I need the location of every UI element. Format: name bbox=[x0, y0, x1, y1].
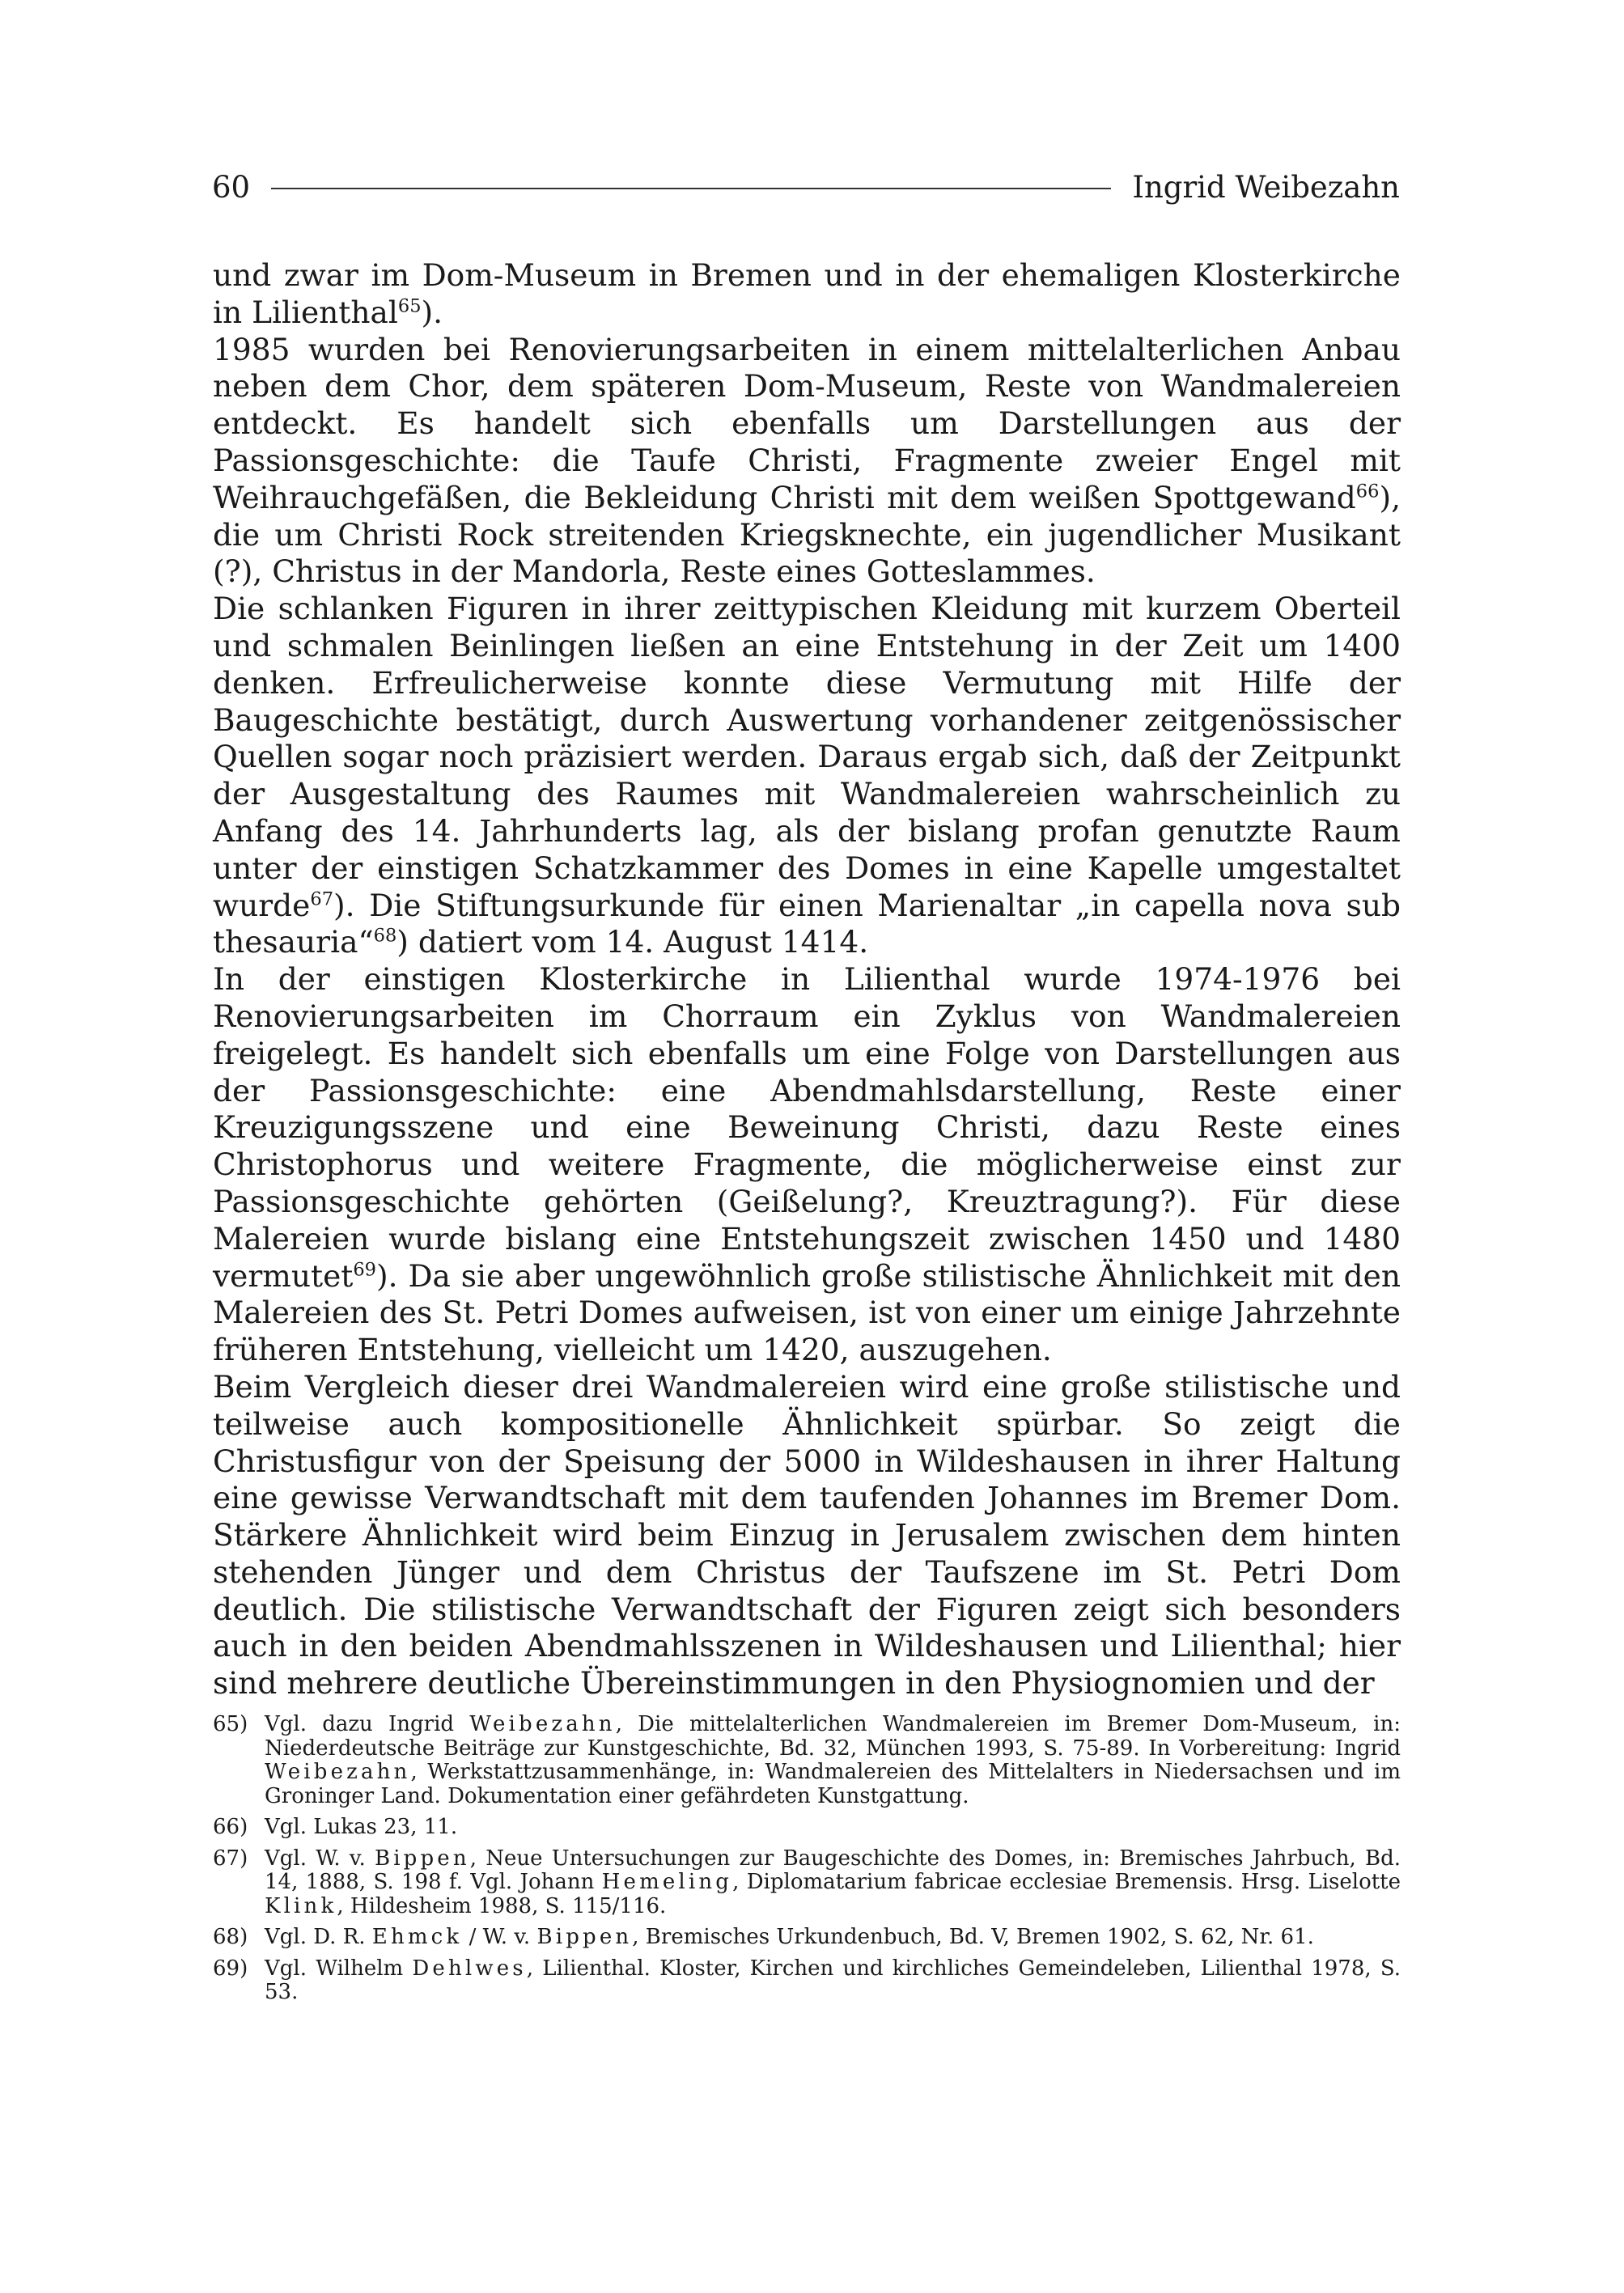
footnotes bbox=[213, 1713, 1401, 2012]
footnote bbox=[213, 1713, 1401, 1808]
page-number: 60 bbox=[212, 169, 251, 205]
author-name: Dehlwes bbox=[412, 1956, 527, 1981]
footnote-number: 66) bbox=[213, 1815, 248, 1839]
footnote bbox=[213, 1816, 1401, 1840]
text-run: , Bremisches Urkundenbuch, Bd. V, Bremen 1902, S. 62, Nr. 61. bbox=[632, 1925, 1314, 1949]
text-run: , Diplomatarium fabricae ecclesiae Bremensis. Hrsg. Liselotte bbox=[732, 1870, 1401, 1894]
footnote-text bbox=[265, 1816, 1401, 1840]
text-run: , Werkstattzusammenhänge, in: Wandmalereien des Mittelalters in Niedersachsen und im Groninger Land. Dokumentation einer gefährdeten Kunstgattung. bbox=[265, 1760, 1401, 1808]
paragraph bbox=[213, 332, 1401, 591]
paragraph bbox=[213, 1369, 1401, 1702]
text-run: und zwar im Dom-Museum in Bremen und in der ehemaligen Klosterkirche in Lilienthal bbox=[213, 257, 1401, 330]
text-run: 1985 wurden bei Renovierungsarbeiten in einem mittelalterlichen Anbau neben dem Chor, dem späteren Dom-Museum, Reste von Wandmalereien entdeckt. Es handelt sich ebenfalls um Darstellungen aus der Passionsgeschichte: die Taufe Christi, Fragmente zweier Engel mit Weihrauchgefäßen, die Bekleidung Christi mit dem weißen Spottgewand bbox=[213, 331, 1401, 515]
paragraph bbox=[213, 257, 1401, 332]
text-run: ). Da sie aber ungewöhnlich große stilistische Ähnlichkeit mit den Malereien des St. Petri Domes aufweisen, ist von einer um einige Jahrzehnte früheren Entstehung, vielleicht um 1420, auszugehen. bbox=[213, 1257, 1401, 1368]
text-run: Vgl. D. R. bbox=[265, 1925, 372, 1949]
text-run: , Hildesheim 1988, S. 115/116. bbox=[337, 1893, 667, 1918]
author-name: Klink bbox=[265, 1893, 337, 1918]
body-text bbox=[213, 257, 1401, 1702]
text-run: Die schlanken Figuren in ihrer zeittypischen Kleidung mit kurzem Oberteil und schmalen Beinlingen ließen an eine Entstehung in der Zeit um 1400 denken. Erfreulicherweise konnte diese Vermutung mit Hilfe der Baugeschichte bestätigt, durch Auswertung vorhandener zeitgenössischer Quellen sogar noch präzisiert werden. Daraus ergab sich, daß der Zeitpunkt der Ausgestaltung des Raumes mit Wandmalereien wahrscheinlich zu Anfang des 14. Jahrhunderts lag, als der bislang profan genutzte Raum unter der einstigen Schatzkammer des Domes in eine Kapelle umgestaltet wurde bbox=[213, 591, 1401, 923]
running-head bbox=[212, 164, 1400, 210]
running-head-author: Ingrid Weibezahn bbox=[1132, 169, 1400, 205]
text-run: In der einstigen Klosterkirche in Lilienthal wurde 1974-1976 bei Renovierungsarbeiten im Chorraum ein Zyklus von Wandmalereien freigelegt. Es handelt sich ebenfalls um eine Folge von Darstellungen aus der Passionsgeschichte: eine Abendmahlsdarstellung, Reste einer Kreuzigungsszene und eine Beweinung Christi, dazu Reste eines Christophorus und weitere Fragmente, die möglicherweise einst zur Passionsgeschichte gehörten (Geißelung?, Kreuztragung?). Für diese Malereien wurde bislang eine Entstehungszeit zwischen 1450 und 1480 vermutet bbox=[213, 961, 1401, 1294]
text-run: , Die mittelalterlichen Wandmalereien im Bremer Dom-Museum, in: Niederdeutsche Beiträge zur Kunstgeschichte, Bd. 32, München 1993, S. 75-89. In Vorbereitung: Ingrid bbox=[265, 1712, 1401, 1761]
author-name: Weibezahn bbox=[265, 1760, 411, 1784]
text-run: / W. v. bbox=[462, 1925, 537, 1949]
footnote-number: 68) bbox=[213, 1925, 248, 1949]
text-run: ) datiert vom 14. August 1414. bbox=[396, 924, 869, 960]
footnote-text bbox=[265, 1847, 1401, 1919]
footnote-number: 65) bbox=[213, 1712, 248, 1736]
author-name: Hemeling bbox=[601, 1870, 733, 1894]
footnote bbox=[213, 1847, 1401, 1919]
footnote-ref: 65 bbox=[397, 295, 422, 317]
footnote-text bbox=[265, 1713, 1401, 1808]
text-run: Vgl. W. v. bbox=[265, 1846, 375, 1871]
footnote-ref: 66 bbox=[1355, 481, 1380, 502]
text-run: Beim Vergleich dieser drei Wandmalereien wird eine große stilistische und teilweise auch kompositionelle Ähnlichkeit spürbar. So zeigt die Christusfigur von der Speisung der 5000 in Wildeshausen in ihrer Haltung eine gewisse Verwandtschaft mit dem taufenden Johannes im Bremer Dom. Stärkere Ähnlichkeit wird beim Einzug in Jerusalem zwischen dem hinten stehenden Jünger und dem Christus der Taufszene im St. Petri Dom deutlich. Die stilistische Verwandtschaft der Figuren zeigt sich besonders auch in den beiden Abendmahlsszenen in Wildeshausen und Lilienthal; hier sind mehrere deutliche Übereinstimmungen in den Physiognomien und der bbox=[213, 1368, 1401, 1702]
author-name: Ehmck bbox=[371, 1925, 463, 1949]
author-name: Bippen bbox=[536, 1925, 633, 1949]
text-run: Vgl. dazu Ingrid bbox=[265, 1712, 470, 1736]
text-run: Vgl. Lukas 23, 11. bbox=[265, 1815, 458, 1839]
footnote bbox=[213, 1926, 1401, 1950]
paragraph bbox=[213, 961, 1401, 1369]
footnote-text bbox=[265, 1957, 1401, 2005]
footnote bbox=[213, 1957, 1401, 2005]
author-name: Bippen bbox=[374, 1846, 470, 1871]
header-rule bbox=[271, 188, 1111, 189]
footnote-number: 69) bbox=[213, 1956, 248, 1981]
text-run: ). bbox=[421, 294, 443, 330]
text-run: Vgl. Wilhelm bbox=[265, 1956, 413, 1981]
text-run: ), die um Christi Rock streitenden Kriegsknechte, ein jugendlicher Musikant (?), Christus in der Mandorla, Reste eines Gotteslammes. bbox=[213, 479, 1401, 590]
text-run: , Lilienthal. Kloster, Kirchen und kirchliches Gemeindeleben, Lilienthal 1978, S. 53. bbox=[265, 1956, 1401, 2004]
text-run: , Neue Untersuchungen zur Baugeschichte des Domes, in: Bremisches Jahrbuch, Bd. 14, 1888, S. 198 f. Vgl. Johann bbox=[265, 1846, 1401, 1894]
text-run: ). Die Stiftungsurkunde für einen Marienaltar „in capella nova sub thesauria“ bbox=[213, 887, 1401, 960]
footnote-number: 67) bbox=[213, 1846, 248, 1871]
footnote-ref: 69 bbox=[353, 1259, 376, 1281]
footnote-ref: 68 bbox=[373, 925, 397, 947]
paragraph bbox=[213, 591, 1401, 961]
footnote-ref: 67 bbox=[310, 888, 334, 910]
footnote-text bbox=[265, 1926, 1401, 1950]
author-name: Weibezahn bbox=[469, 1712, 616, 1736]
